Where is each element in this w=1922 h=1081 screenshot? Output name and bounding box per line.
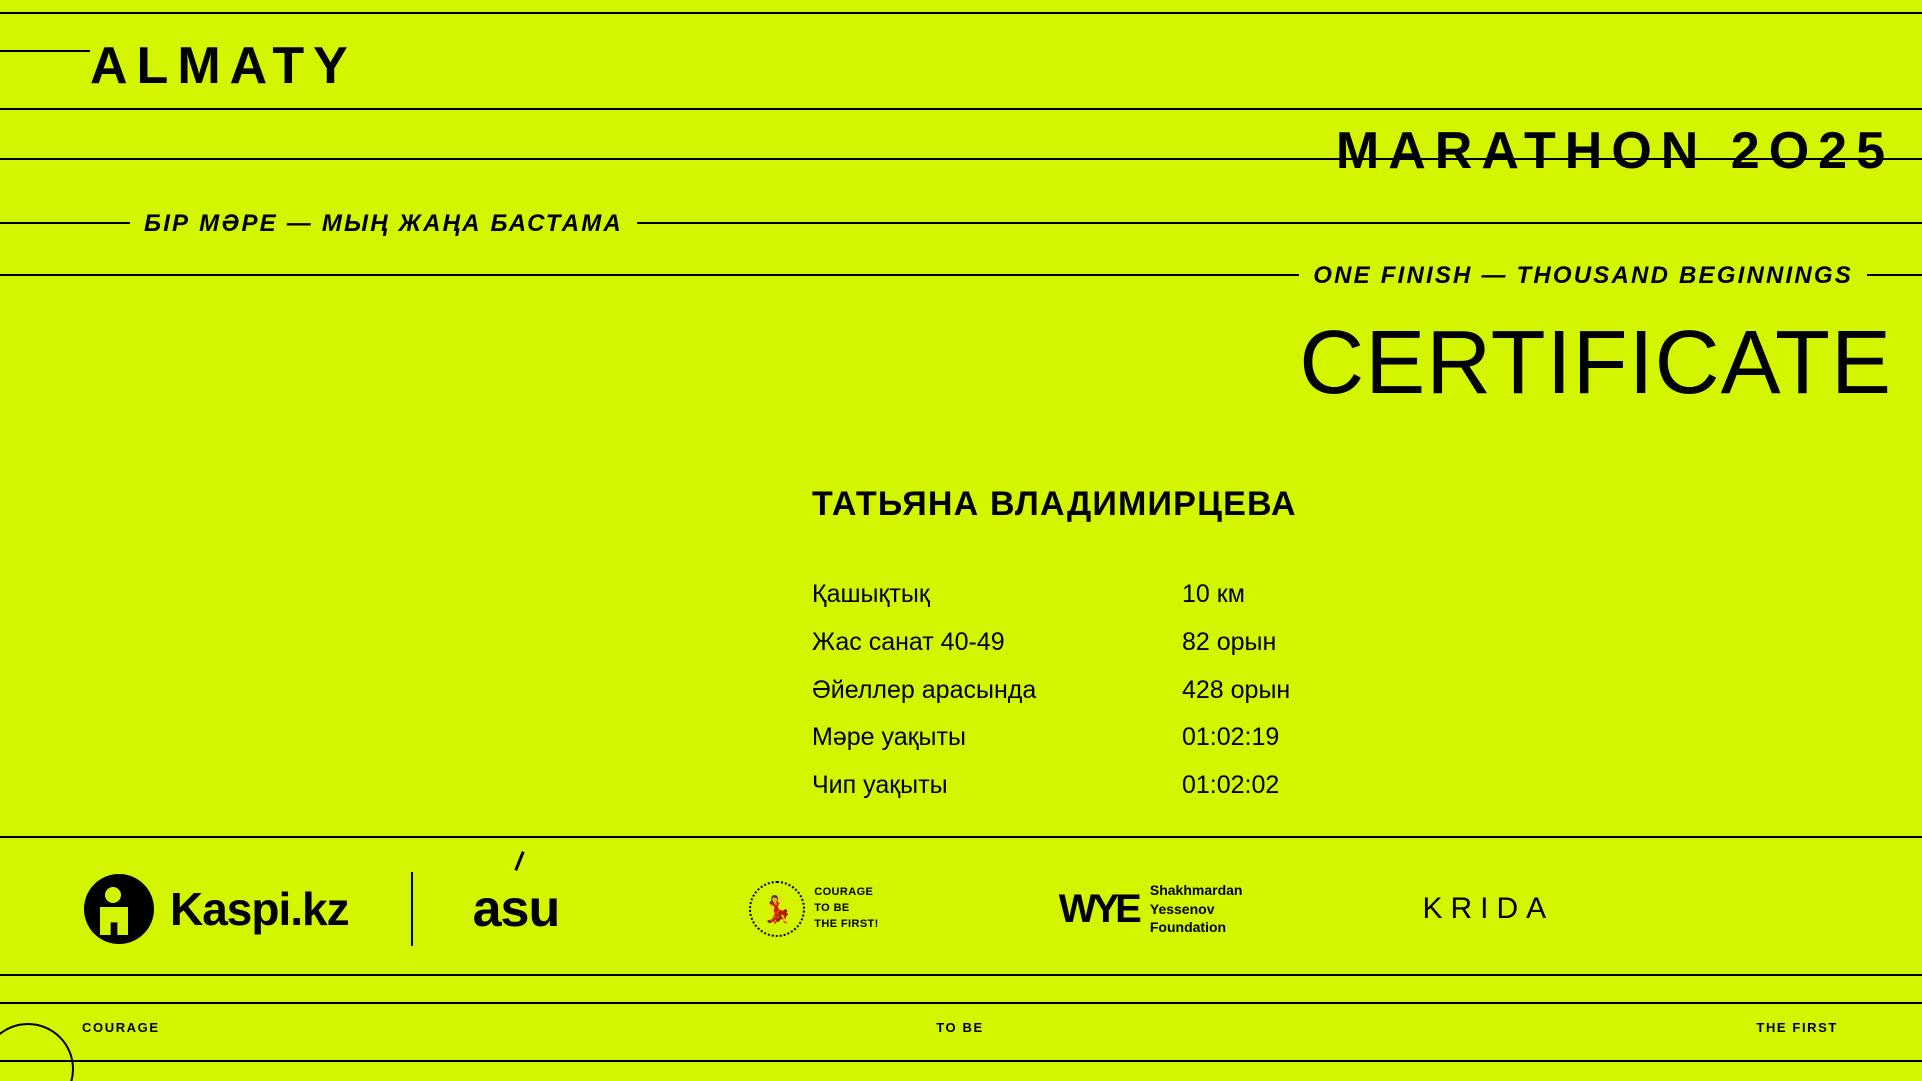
- table-row: [812, 721, 1602, 755]
- kaspi-logo-icon: [84, 874, 154, 944]
- rule-bottom-3: [0, 1002, 1922, 1004]
- sponsor-yessenov-foundation: [1059, 845, 1243, 973]
- result-value: 10 км: [1182, 580, 1245, 608]
- rule-top-2: [0, 50, 90, 52]
- yessenov-monogram-icon: WYE: [1058, 886, 1138, 931]
- result-value: 01:02:19: [1182, 723, 1280, 752]
- yessenov-line-2: Yessenov: [1149, 900, 1215, 917]
- courage-line-2: TO BE: [814, 902, 850, 915]
- yessenov-text-block: [1150, 881, 1243, 938]
- rule-top-1: [0, 12, 1922, 14]
- footer-left: COURAGE: [82, 1020, 160, 1035]
- rule-bottom-4: [0, 1060, 1922, 1062]
- page-title: CERTIFICATE: [1299, 313, 1892, 413]
- table-row: [812, 578, 1602, 612]
- results-table: [812, 578, 1602, 817]
- rule-top-3: [0, 108, 1922, 110]
- result-label: Чип уақыты: [812, 771, 948, 799]
- rule-bottom-1: [0, 836, 1922, 838]
- rule-bottom-2: [0, 974, 1922, 976]
- asu-accent-icon: [514, 851, 524, 871]
- result-value: 01:02:02: [1182, 771, 1280, 799]
- yessenov-line-3: Foundation: [1149, 919, 1227, 936]
- result-label: Жас санат 40-49: [812, 627, 1005, 656]
- sponsor-asu: [473, 845, 560, 973]
- person-icon: 💃: [761, 894, 794, 924]
- asu-wordmark: asu: [472, 880, 560, 938]
- courage-badge-icon: [749, 881, 805, 937]
- slogan-kazakh: БІР МӘРЕ — МЫҢ ЖАҢА БАСТАМА: [130, 212, 637, 236]
- slogan-english: ONE FINISH — THOUSAND BEGINNINGS: [1299, 264, 1867, 288]
- event-title: MARATHON 2O25: [1335, 122, 1894, 180]
- result-label: Қашықтық: [812, 580, 930, 608]
- table-row: [812, 769, 1602, 803]
- sponsor-band: [0, 845, 1922, 973]
- result-value: 428 орын: [1182, 675, 1291, 704]
- courage-text-block: [814, 885, 879, 933]
- sponsor-courage-fund: [749, 845, 879, 973]
- courage-line-3: THE FIRST!: [814, 917, 879, 930]
- footer-tagline: [0, 1020, 1922, 1035]
- result-label: Мәре уақыты: [812, 723, 966, 752]
- yessenov-line-1: Shakhmardan: [1149, 881, 1243, 898]
- result-value: 82 орын: [1182, 627, 1277, 656]
- table-row: [812, 674, 1602, 708]
- courage-line-1: COURAGE: [814, 886, 874, 899]
- kaspi-wordmark: Kaspi.kz: [170, 883, 349, 935]
- city-title: ALMATY: [90, 37, 357, 95]
- athlete-name: ТАТЬЯНА ВЛАДИМИРЦЕВА: [812, 485, 1297, 523]
- footer-middle: TO BE: [936, 1020, 984, 1035]
- sponsor-krida: KRIDA: [1422, 892, 1555, 925]
- sponsor-divider: [411, 872, 413, 946]
- table-row: [812, 626, 1602, 660]
- result-label: Әйеллер арасында: [812, 675, 1037, 704]
- sponsor-kaspi: [84, 845, 349, 973]
- footer-right: THE FIRST: [1756, 1020, 1838, 1035]
